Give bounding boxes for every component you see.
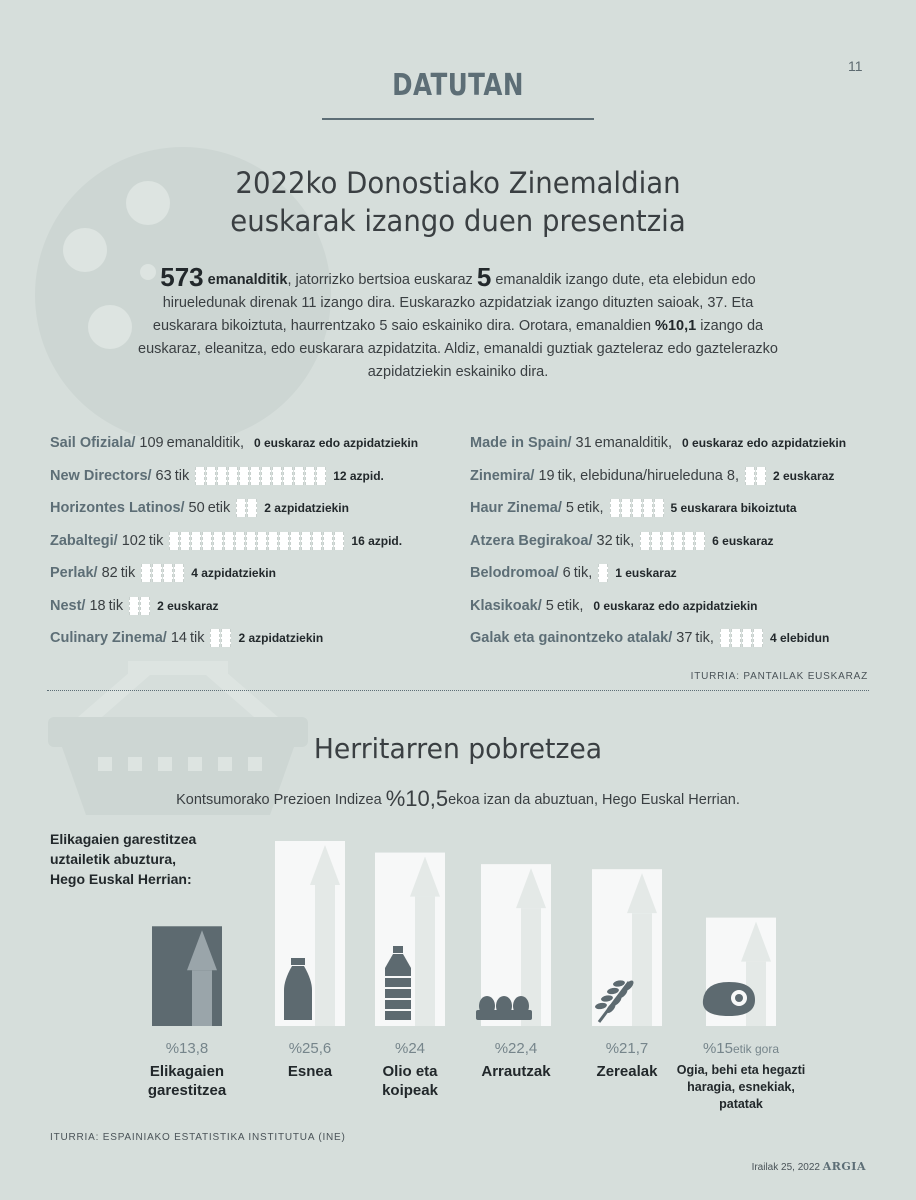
section-name: Perlak/ — [50, 565, 98, 581]
film-frame — [294, 467, 304, 485]
section-suffix: tik, — [695, 630, 714, 646]
section-suffix: tik — [189, 630, 205, 646]
chart-category-line: Esnea — [287, 1063, 333, 1080]
source-note-2: ITURRIA: ESPAINIAKO ESTATISTIKA INSTITUTUA (INE) — [50, 1132, 346, 1143]
section-description: 2 euskaraz — [773, 468, 835, 483]
film-frame — [742, 629, 752, 647]
film-frame — [283, 467, 293, 485]
intro-bold-2: %10,1 — [655, 318, 697, 334]
film-frame — [236, 499, 246, 517]
chart-category-line: Olio eta — [382, 1063, 438, 1080]
film-strip-icon — [210, 629, 232, 647]
article-title — [175, 164, 741, 240]
film-frame — [756, 467, 766, 485]
festival-section-row — [470, 530, 774, 552]
source-note-1: ITURRIA: PANTAILAK EUSKARAZ — [690, 671, 868, 682]
chart-arrow-shaft — [315, 885, 335, 1026]
section-suffix: emanalditik, — [166, 435, 244, 451]
film-frame — [643, 499, 653, 517]
chart-value: %21,7 — [605, 1040, 649, 1057]
film-frame — [246, 532, 256, 550]
film-strip-icon — [610, 499, 665, 517]
film-frame — [610, 499, 620, 517]
film-frame — [753, 629, 763, 647]
film-frame — [272, 467, 282, 485]
section-suffix: etik, — [576, 500, 604, 516]
section-name: Zinemira/ — [470, 467, 535, 484]
film-frame — [210, 629, 220, 647]
section-count: 18 — [89, 597, 106, 614]
festival-section-row — [470, 627, 829, 649]
section-description: 1 euskaraz — [615, 566, 677, 580]
section-count: 5 — [565, 500, 574, 516]
chart-value: %22,4 — [494, 1040, 538, 1057]
film-frame — [651, 532, 661, 550]
film-frame — [250, 467, 260, 485]
film-frame — [305, 467, 315, 485]
chart-arrow-shaft — [192, 970, 212, 1026]
intro-bold-1: emanalditik — [207, 272, 288, 288]
section-count: 19 — [538, 467, 555, 484]
egg-carton-icon — [476, 996, 532, 1020]
section-title: DATUTAN — [392, 68, 524, 103]
intro-total-number: 573 — [160, 262, 204, 292]
chart-value-suffix: etik gora — [733, 1042, 780, 1056]
chart-category-label — [666, 1062, 816, 1113]
section-suffix: tik — [108, 597, 124, 614]
film-strip-icon — [195, 467, 327, 485]
section-name: Atzera Begirakoa/ — [470, 532, 593, 549]
section-count: 50 — [188, 500, 205, 516]
section-description: 0 euskaraz edo azpidatziekin — [254, 436, 419, 450]
chart-title-line-3: Hego Euskal Herrian: — [50, 871, 192, 887]
chart-category-line: garestitzea — [147, 1082, 227, 1099]
film-frame — [731, 629, 741, 647]
section-description: 16 azpid. — [351, 533, 403, 548]
film-frame — [140, 597, 150, 615]
festival-section-row — [470, 595, 757, 617]
section-suffix: tik — [174, 467, 190, 484]
section-description: 0 euskaraz edo azpidatziekin — [682, 436, 847, 450]
film-frame — [598, 564, 608, 582]
chart-title-line-2: uztailetik abuztura, — [50, 851, 177, 867]
chart-value: %15 — [702, 1040, 733, 1057]
section-count: 37 — [676, 630, 693, 646]
section-name: Belodromoa/ — [470, 565, 559, 581]
price-increase-chart — [0, 830, 916, 1030]
film-frame — [228, 467, 238, 485]
section-suffix: tik, elebiduna/hirueleduna 8, — [557, 467, 739, 484]
film-frame — [268, 532, 278, 550]
section-name: Haur Zinema/ — [470, 500, 562, 516]
film-frame — [180, 532, 190, 550]
film-frame — [662, 532, 672, 550]
section-description: 4 azpidatziekin — [191, 566, 276, 580]
intro-text-1: , jatorrizko bertsioa euskaraz — [287, 272, 477, 288]
film-frame — [640, 532, 650, 550]
film-frame — [174, 564, 184, 582]
film-strip-icon — [236, 499, 258, 517]
chart-arrow-shaft — [632, 913, 652, 1026]
film-frame — [720, 629, 730, 647]
festival-section-row — [470, 562, 677, 584]
film-frame — [695, 532, 705, 550]
section-count: 31 — [575, 435, 592, 451]
article-title-line-2: euskarak izango duen presentzia — [230, 204, 686, 238]
section-suffix: etik — [207, 500, 231, 516]
festival-section-row — [50, 627, 323, 649]
film-strip-icon — [169, 532, 345, 550]
section-count: 102 — [121, 532, 146, 549]
section-count: 6 — [562, 565, 571, 581]
film-frame — [290, 532, 300, 550]
chart-value-label — [117, 1040, 257, 1057]
section-name: Made in Spain/ — [470, 435, 572, 451]
film-frame — [191, 532, 201, 550]
festival-section-row — [50, 497, 349, 519]
section-name: Culinary Zinema/ — [50, 630, 167, 646]
chart-category-line: Ogia, behi eta hegazti — [676, 1063, 806, 1077]
festival-section-row — [50, 595, 219, 617]
festival-section-row — [470, 497, 797, 519]
film-frame — [632, 499, 642, 517]
film-frame — [213, 532, 223, 550]
title-underline — [322, 118, 594, 120]
footer-brand: ARGIA — [822, 1160, 866, 1173]
film-frame — [316, 467, 326, 485]
section-count: 32 — [596, 532, 613, 549]
film-frame — [195, 467, 205, 485]
film-strip-icon — [745, 467, 767, 485]
section-description: 0 euskaraz edo azpidatziekin — [593, 598, 758, 613]
chart-category-line: Elikagaien — [149, 1063, 225, 1080]
page-number: 11 — [848, 58, 863, 74]
film-frame — [654, 499, 664, 517]
film-frame — [312, 532, 322, 550]
section-description: 2 azpidatziekin — [238, 631, 324, 645]
chart-value: %13,8 — [165, 1040, 209, 1057]
film-frame — [206, 467, 216, 485]
section-name: Klasikoak/ — [470, 597, 542, 614]
film-frame — [684, 532, 694, 550]
chart-category-line: koipeak — [382, 1082, 438, 1099]
intro-basque-number: 5 — [476, 262, 492, 292]
festival-section-row — [50, 530, 402, 552]
cpi-value: %10,5 — [385, 786, 449, 811]
film-strip-icon — [640, 532, 706, 550]
film-frame — [163, 564, 173, 582]
film-frame — [239, 467, 249, 485]
film-frame — [257, 532, 267, 550]
section-count: 82 — [101, 565, 118, 581]
section-name: Sail Ofiziala/ — [50, 435, 136, 451]
chart-value-label — [671, 1040, 811, 1057]
film-frame — [323, 532, 333, 550]
film-frame — [224, 532, 234, 550]
section-description: 2 azpidatziekin — [264, 501, 349, 515]
chart-arrow-shaft — [415, 897, 435, 1026]
section-description: 5 euskarara bikoiztuta — [670, 501, 797, 515]
film-frame — [221, 629, 231, 647]
festival-section-row — [50, 562, 276, 584]
film-frame — [129, 597, 139, 615]
cpi-text-pre: Kontsumorako Prezioen Indizea — [176, 792, 386, 808]
section-suffix: tik, — [573, 565, 593, 581]
article2-title: Herritarren pobretzea — [313, 732, 603, 765]
section-name: New Directors/ — [50, 467, 152, 484]
film-frame — [334, 532, 344, 550]
section-suffix: tik, — [615, 532, 635, 549]
festival-section-row — [50, 432, 418, 454]
film-frame — [673, 532, 683, 550]
section-divider — [47, 690, 869, 691]
film-frame — [261, 467, 271, 485]
film-strip-icon — [129, 597, 151, 615]
section-description: 6 euskaraz — [712, 533, 774, 548]
section-suffix: tik — [120, 565, 136, 581]
section-count: 5 — [545, 597, 554, 614]
chart-category-line: patatak — [719, 1097, 763, 1111]
film-strip-icon — [720, 629, 764, 647]
section-name: Nest/ — [50, 597, 86, 614]
festival-section-row — [50, 465, 384, 487]
section-name: Horizontes Latinos/ — [50, 500, 185, 516]
festival-section-row — [470, 432, 846, 454]
section-description: 2 euskaraz — [157, 598, 219, 613]
cpi-text-post: ekoa izan da abuztuan, Hego Euskal Herrian. — [448, 792, 740, 808]
footer-date: Irailak 25, 2022 — [751, 1162, 820, 1173]
chart-value: %24 — [394, 1040, 426, 1057]
section-description: 4 elebidun — [769, 631, 830, 645]
film-frame — [301, 532, 311, 550]
footer — [752, 1160, 866, 1173]
film-frame — [235, 532, 245, 550]
article-title-line-1: 2022ko Donostiako Zinemaldian — [235, 166, 681, 200]
section-count: 14 — [170, 630, 187, 646]
cpi-statement — [0, 786, 916, 812]
chart-value: %25,6 — [288, 1040, 332, 1057]
intro-text-2: emanaldik izango dute, eta elebidun edo hirueledunak direnak 11 izango dira. Euskarazko azpidatziak izango dituzten saioak, 37. Eta euskarara bikoiztuta, haurrentzako 5 saio eskainiko dira. Orotara, emanaldien — [152, 272, 756, 334]
chart-category-line: Arrautzak — [481, 1063, 551, 1080]
section-count: 63 — [155, 467, 172, 484]
section-suffix: emanalditik, — [594, 435, 673, 451]
film-frame — [217, 467, 227, 485]
film-frame — [247, 499, 257, 517]
intro-text-3: izango da euskaraz, eleanitza, edo euskarara azpidatzita. Aldiz, emanaldi guztiak gazteleraz edo gaztelerazko azpidatziekin eskainiko dira. — [138, 318, 778, 380]
film-frame — [152, 564, 162, 582]
section-name: Galak eta gainontzeko atalak/ — [470, 630, 673, 646]
chart-category-line: haragia, esnekiak, — [687, 1080, 795, 1094]
intro-paragraph — [130, 262, 786, 384]
chart-category-line: Zerealak — [596, 1063, 658, 1080]
film-frame — [745, 467, 755, 485]
chart-title-line-1: Elikagaien garestitzea — [50, 831, 197, 847]
section-suffix: etik, — [556, 597, 584, 614]
film-frame — [621, 499, 631, 517]
film-frame — [141, 564, 151, 582]
film-strip-icon — [141, 564, 185, 582]
chart-category-label — [117, 1062, 257, 1100]
film-frame — [169, 532, 179, 550]
film-strip-icon — [598, 564, 609, 582]
film-frame — [279, 532, 289, 550]
section-count: 109 — [139, 435, 164, 451]
festival-section-row — [470, 465, 834, 487]
meat-steak-icon — [703, 982, 755, 1016]
section-description: 12 azpid. — [333, 468, 384, 483]
film-frame — [202, 532, 212, 550]
section-suffix: tik — [148, 532, 164, 549]
section-name: Zabaltegi/ — [50, 532, 118, 549]
